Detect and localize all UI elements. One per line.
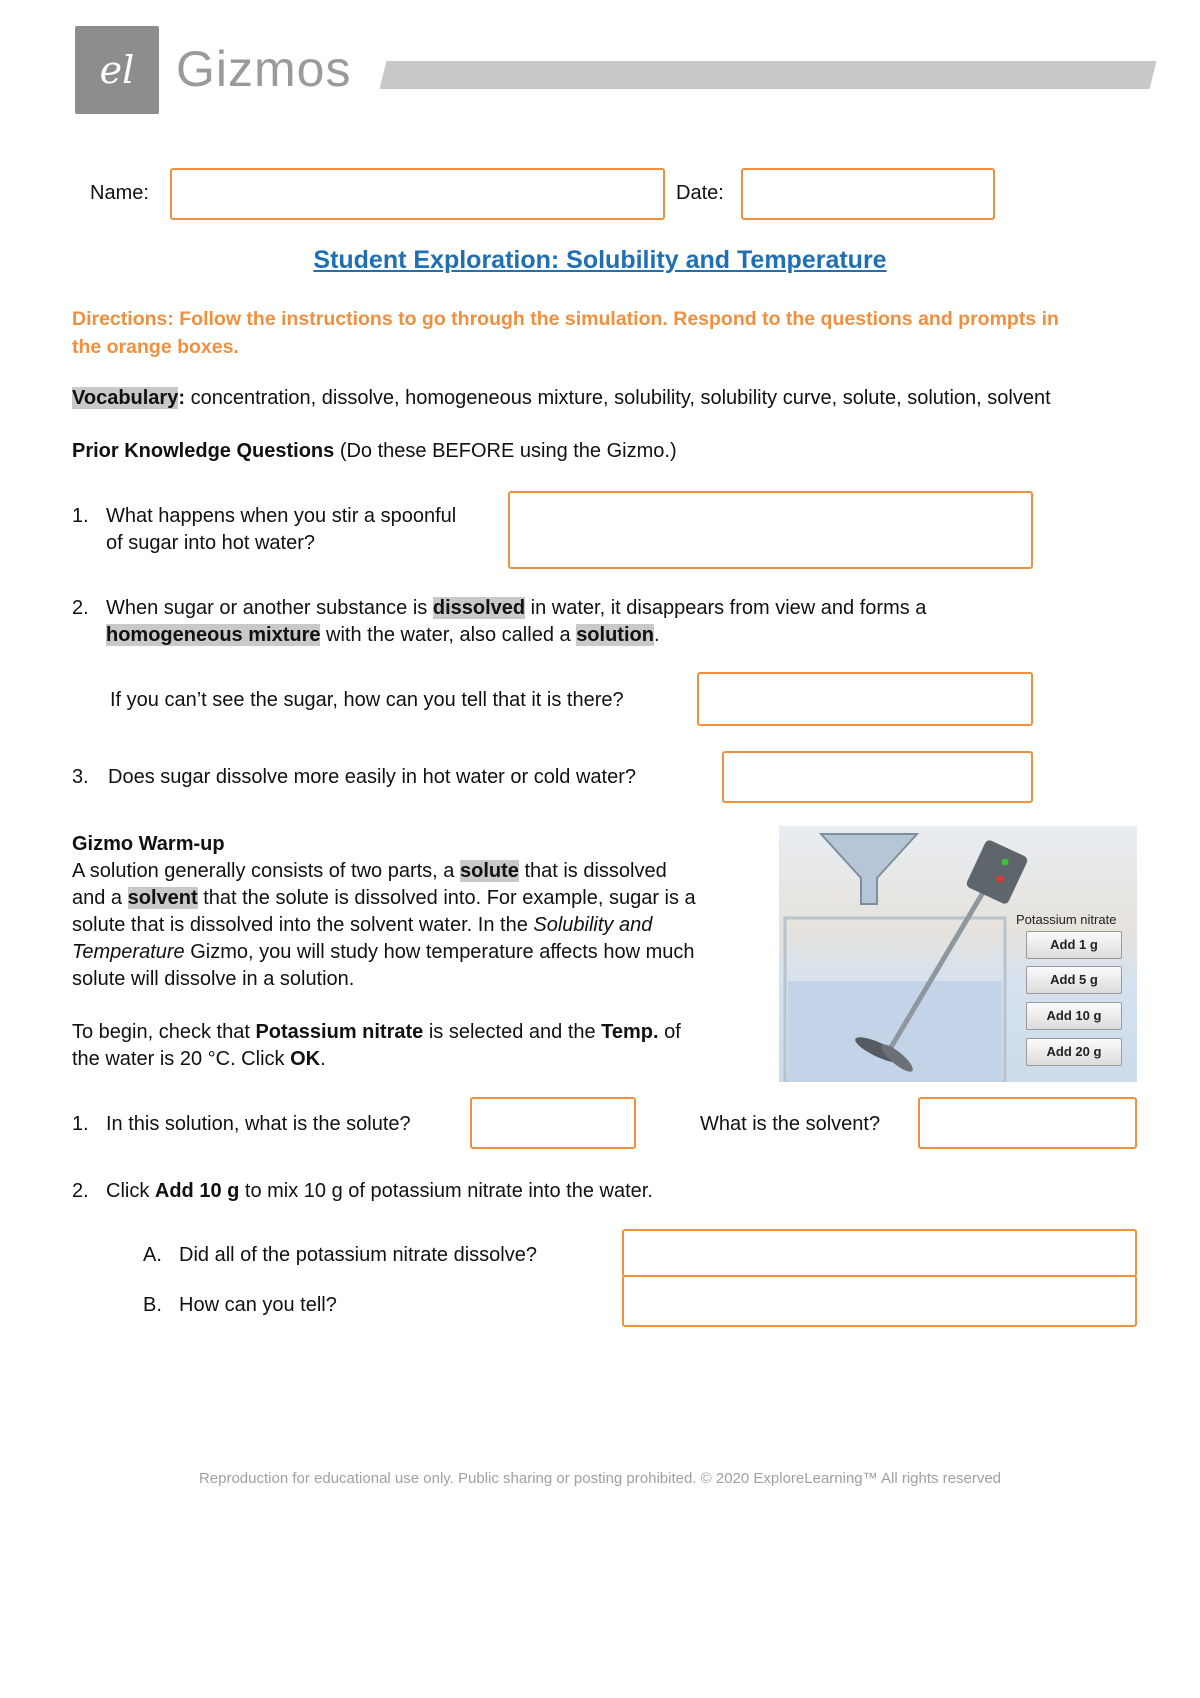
q2-text-g: .: [653, 624, 660, 646]
term-homogeneous-mixture: homogeneous mixture: [106, 624, 321, 646]
warmup-q2-a: Click: [106, 1180, 155, 1202]
name-field[interactable]: [170, 168, 665, 220]
gizmos-logo-text: Gizmos: [176, 41, 352, 97]
prior-q1-line2: of sugar into hot water?: [106, 532, 316, 554]
header-banner: [380, 61, 1157, 89]
vocabulary-label: Vocabulary: [72, 387, 179, 409]
name-label: Name:: [90, 182, 149, 204]
q3-number: 3.: [72, 766, 89, 788]
warmup-p1-d: and a: [72, 887, 128, 909]
add-1g-button[interactable]: Add 1 g: [1026, 931, 1122, 959]
qa-answer-box[interactable]: [622, 1229, 1137, 1277]
gizmo-screenshot: [779, 826, 1137, 1082]
warmup-q1-number: 1.: [72, 1113, 89, 1135]
warmup-q2-number: 2.: [72, 1180, 89, 1202]
term-solvent: solvent: [127, 887, 198, 909]
prior-heading: Prior Knowledge Questions: [72, 440, 335, 462]
warmup-add-10g: Add 10 g: [154, 1180, 240, 1202]
warmup-p1-a: A solution generally consists of two parts, a: [72, 860, 460, 882]
q1-number: 1.: [72, 505, 89, 527]
date-label: Date:: [676, 182, 724, 204]
warmup-section: [72, 831, 762, 1073]
warmup-ok: OK: [290, 1048, 321, 1070]
solvent-answer-box[interactable]: [918, 1097, 1137, 1149]
beaker-water: [788, 981, 1002, 1082]
prior-note: (Do these BEFORE using the Gizmo.): [334, 440, 677, 462]
q2-number: 2.: [72, 597, 89, 619]
qb-answer-box[interactable]: [622, 1275, 1137, 1327]
warmup-q2-text: [106, 1178, 653, 1205]
solute-answer-box[interactable]: [470, 1097, 636, 1149]
directions-text: Directions: Follow the instructions to go through the simulation. Respond to the questions and prompts in the orange boxes.: [72, 308, 1059, 358]
warmup-p2-h: .: [320, 1048, 326, 1070]
warmup-p2-f: the water is 20 °C. Click: [72, 1048, 291, 1070]
prior-q1-answer-box[interactable]: [508, 491, 1033, 569]
warmup-qb-text: How can you tell?: [179, 1294, 337, 1316]
vocabulary-terms: concentration, dissolve, homogeneous mixture, solubility, solubility curve, solute, solution, solvent: [185, 387, 1051, 409]
q2-text-a: When sugar or another substance is: [106, 597, 433, 619]
prior-q1-text: [106, 503, 456, 557]
logo-glyph: el: [99, 48, 135, 92]
warmup-p2-c: is selected and the: [423, 1021, 602, 1043]
prior-q3-answer-box[interactable]: [722, 751, 1033, 803]
warmup-p1-c: that is dissolved: [518, 860, 667, 882]
warmup-q1-text: In this solution, what is the solute?: [106, 1113, 411, 1135]
warmup-p1-g: solute that is dissolved into the solvent water. In the: [72, 914, 534, 936]
warmup-p1-k: solute will dissolve in a solution.: [72, 968, 355, 990]
warmup-potassium-nitrate: Potassium nitrate: [255, 1021, 424, 1043]
term-solution: solution: [576, 624, 654, 646]
q2-text-e: with the water, also called a: [320, 624, 577, 646]
warmup-qa-text: Did all of the potassium nitrate dissolve?: [179, 1244, 537, 1266]
term-dissolved: dissolved: [432, 597, 526, 619]
warmup-gizmo-name-1: Solubility and: [533, 914, 653, 936]
page-title: Student Exploration: Solubility and Temperature: [313, 246, 887, 274]
add-5g-button[interactable]: Add 5 g: [1026, 966, 1122, 994]
term-solute: solute: [459, 860, 519, 882]
warmup-heading: Gizmo Warm-up: [72, 833, 225, 855]
qb-number: B.: [143, 1294, 162, 1316]
prior-q2-subquestion: If you can’t see the sugar, how can you tell that it is there?: [110, 689, 624, 711]
warmup-p2-e: of: [658, 1021, 681, 1043]
motor-icon: [965, 839, 1029, 906]
funnel-icon: [821, 834, 917, 904]
warmup-p1-j: Gizmo, you will study how temperature affects how much: [184, 941, 695, 963]
substance-label: Potassium nitrate: [1016, 912, 1117, 927]
warmup-temp: Temp.: [601, 1021, 659, 1043]
warmup-p2-a: To begin, check that: [72, 1021, 256, 1043]
prior-q3-text: Does sugar dissolve more easily in hot water or cold water?: [108, 766, 637, 788]
prior-knowledge-heading: [72, 438, 677, 465]
prior-q2-answer-box[interactable]: [697, 672, 1033, 726]
add-10g-button[interactable]: Add 10 g: [1026, 1002, 1122, 1030]
add-20g-button[interactable]: Add 20 g: [1026, 1038, 1122, 1066]
copyright-footer: Reproduction for educational use only. Public sharing or posting prohibited. © 2020 ExploreLearning™ All rights reserved: [198, 1470, 1002, 1487]
explorelearning-logo: [75, 26, 159, 114]
warmup-q1b-text: What is the solvent?: [700, 1113, 881, 1135]
qa-number: A.: [143, 1244, 162, 1266]
prior-q1-line1: What happens when you stir a spoonful: [106, 505, 457, 527]
warmup-gizmo-name-2: Temperature: [72, 941, 185, 963]
warmup-p1-f: that the solute is dissolved into. For example, sugar is a: [197, 887, 696, 909]
prior-q2-text: [106, 595, 1106, 649]
warmup-q2-c: to mix 10 g of potassium nitrate into the water.: [239, 1180, 653, 1202]
date-field[interactable]: [741, 168, 995, 220]
q2-text-c: in water, it disappears from view and forms a: [525, 597, 927, 619]
vocabulary-colon: :: [178, 387, 186, 409]
vocabulary-line: [72, 385, 1172, 412]
